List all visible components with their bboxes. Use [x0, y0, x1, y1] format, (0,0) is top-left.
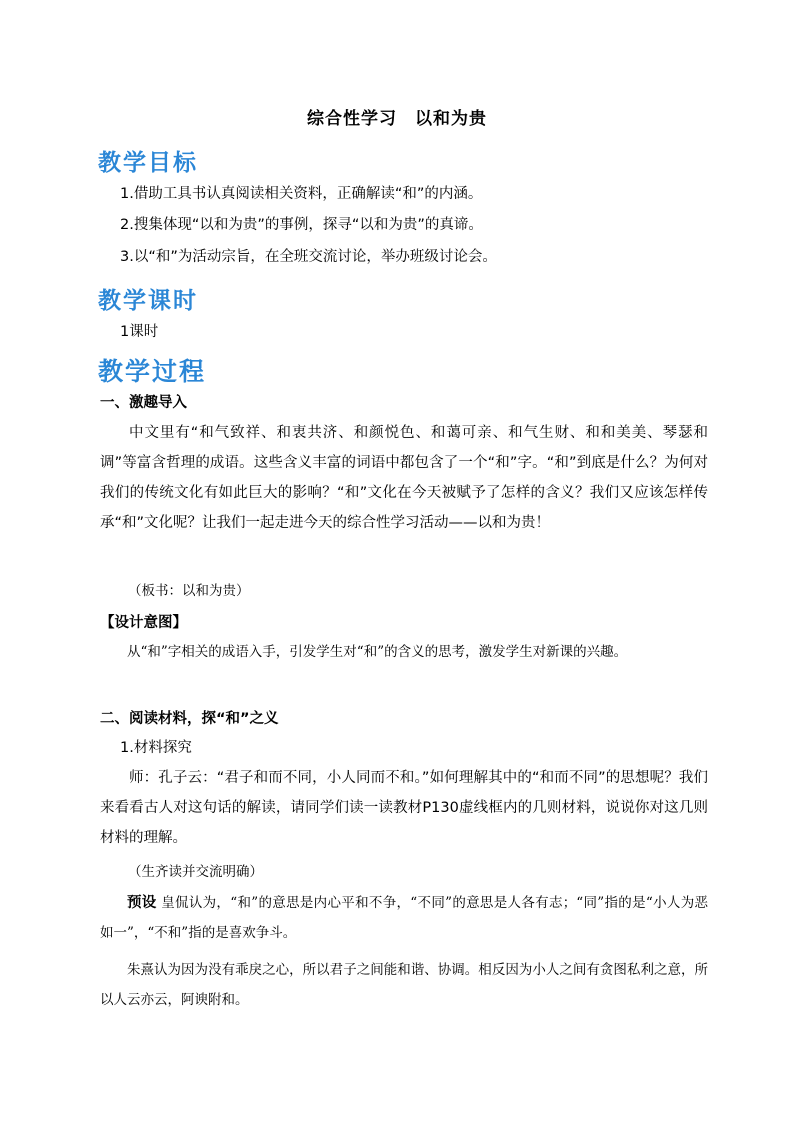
document-title: 综合性学习 以和为贵: [307, 109, 487, 129]
teaching-hours-value: 1课时: [120, 324, 159, 340]
preset-label: 预设: [127, 895, 157, 911]
preset-paragraph: [100, 888, 708, 948]
part2-sub1: 1.材料探究: [120, 740, 192, 756]
board-note: （板书：以和为贵）: [128, 583, 250, 599]
part1-heading: 一、激趣导入: [100, 395, 187, 411]
part1-paragraph: 中文里有“和气致祥、和衷共济、和颜悦色、和蔼可亲、和气生财、和和美美、琴瑟和调”等富含哲理的成语。这些含义丰富的词语中都包含了一个“和”字。“和”到底是什么？为何对我们的传统文化有如此巨大的影响？“和”文化在今天被赋予了怎样的含义？我们又应该怎样传承“和”文化呢？让我们一起走进今天的综合性学习活动——以和为贵！: [100, 425, 708, 531]
preset-text: 皇侃认为，“和”的意思是内心平和不争，“不同”的意思是人各有志；“同”指的是“小人为恶如一”，“不和”指的是喜欢争斗。: [100, 895, 709, 941]
design-intent-text: 从“和”字相关的成语入手，引发学生对“和”的含义的思考，激发学生对新课的兴趣。: [127, 644, 628, 660]
heading-teaching-process: 教学过程: [98, 357, 207, 386]
goal-item-1: 1.借助工具书认真阅读相关资料，正确解读“和”的内涵。: [120, 186, 483, 202]
student-note: （生齐读并交流明确）: [128, 864, 263, 880]
goal-item-2: 2.搜集体现“以和为贵”的事例，探寻“以和为贵”的真谛。: [120, 217, 483, 233]
zhuxi-paragraph: 朱熹认为因为没有乖戾之心，所以君子之间能和谐、协调。相反因为小人之间有贪图私利之意，所以人云亦云，阿谀附和。: [100, 962, 708, 1008]
teacher-text: 师：孔子云：“君子和而不同，小人同而不和。”如何理解其中的“和而不同”的思想呢？我们来看看古人对这句话的解读，请同学们读一读教材P130虚线框内的几则材料，说说你对这几则材料的理解。: [100, 770, 708, 846]
goal-item-3: 3.以“和”为活动宗旨，在全班交流讨论，举办班级讨论会。: [120, 249, 497, 265]
heading-teaching-hours: 教学课时: [98, 288, 198, 314]
design-intent-heading: 【设计意图】: [100, 615, 187, 631]
part2-heading: 二、阅读材料，探“和”之义: [100, 711, 279, 727]
heading-teaching-goals: 教学目标: [98, 150, 198, 176]
